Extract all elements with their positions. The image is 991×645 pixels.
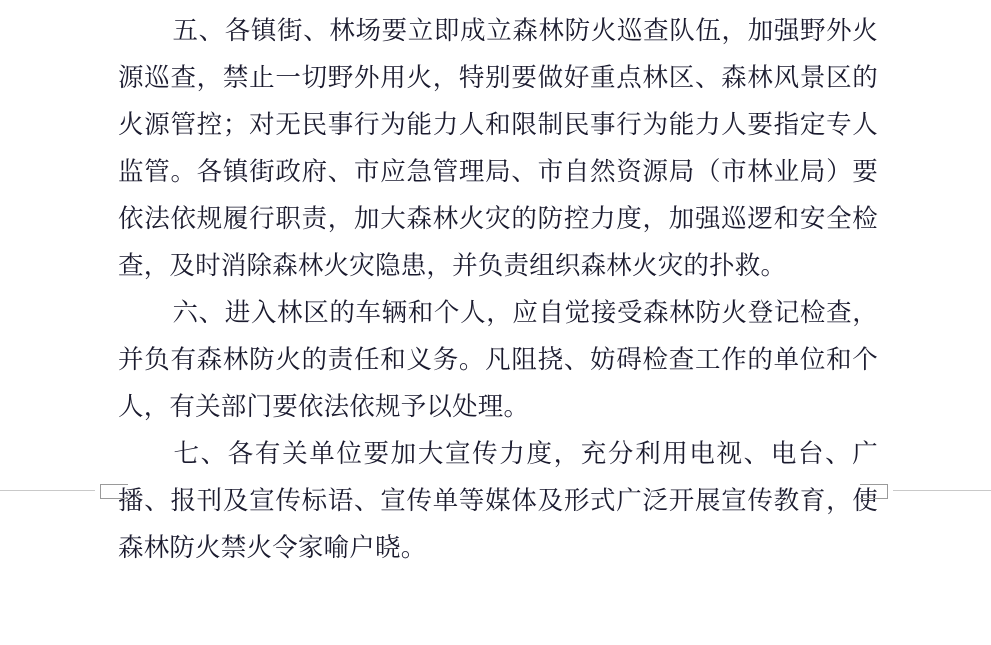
page-break-line-left — [0, 490, 95, 491]
paragraph-six-text: 六、进入林区的车辆和个人，应自觉接受森林防火登记检查，并负有森林防火的责任和义务。凡阻挠、妨碍检查工作的单位和个人，有关部门要依法依规予以处理。 — [118, 298, 878, 422]
page-break-separator — [0, 484, 991, 498]
paragraph-seven-text: 七、各有关单位要加大宣传力度，充分利用电视、电台、广播、报刊及宣传标语、宣传单等媒体及形式广泛开展宣传教育，使森林防火禁火令家喻户晓。 — [118, 439, 878, 563]
paragraph-five — [118, 8, 878, 290]
page-break-line-right — [893, 490, 991, 491]
paragraph-five-text: 五、各镇街、林场要立即成立森林防火巡查队伍，加强野外火源巡查，禁止一切野外用火，特别要做好重点林区、森林风景区的火源管控；对无民事行为能力人和限制民事行为能力人要指定专人监管。各镇街政府、市应急管理局、市自然资源局（市林业局）要依法依规履行职责，加大森林火灾的防控力度，加强巡逻和安全检查，及时消除森林火灾隐患，并负责组织森林火灾的扑救。 — [118, 16, 878, 281]
page-break-mark-right — [860, 484, 888, 499]
paragraph-six — [118, 290, 878, 431]
paragraph-seven — [118, 431, 878, 572]
page-break-mark-left — [100, 484, 128, 499]
